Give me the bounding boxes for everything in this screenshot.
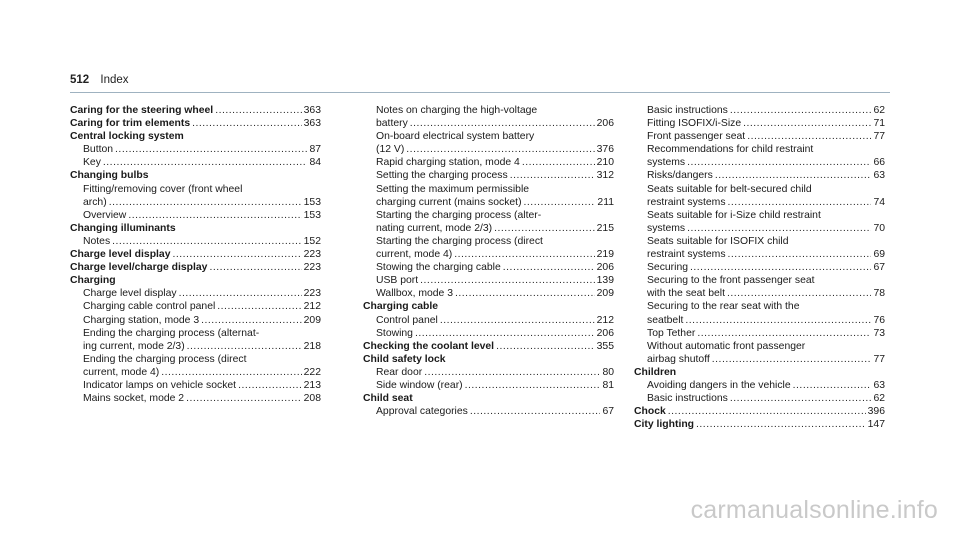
dot-leader [730, 392, 872, 405]
index-subentry [70, 366, 321, 379]
page-ref[interactable]: 67 [602, 406, 614, 418]
index-subentry [634, 130, 885, 143]
index-subentry [363, 379, 614, 392]
index-subentry [363, 327, 614, 340]
page-header [70, 74, 129, 86]
entry-text: Children [634, 366, 677, 378]
entry-text: Securing to the front passenger seat [647, 275, 815, 287]
dot-leader [420, 274, 595, 287]
page-ref[interactable]: 223 [303, 249, 321, 261]
entry-text: (12 V) [376, 144, 405, 156]
index-column-3 [634, 104, 885, 431]
index-heading [634, 418, 885, 431]
entry-text: Basic instructions [647, 393, 728, 405]
entry-text: Rapid charging station, mode 4 [376, 157, 520, 169]
entry-text: Stowing [376, 327, 413, 339]
index-subentry [70, 209, 321, 222]
entry-text: nating current, mode 2/3) [376, 222, 493, 234]
entry-text: Setting the charging process [376, 170, 508, 182]
dot-leader [727, 287, 871, 300]
index-subentry [634, 261, 885, 274]
page-ref[interactable]: 70 [873, 222, 885, 234]
index-subentry [634, 143, 885, 156]
index-heading [634, 405, 885, 418]
index-subentry [634, 274, 885, 287]
entry-text: Ending the charging process (direct [83, 353, 247, 365]
entry-text: Setting the maximum permissible [376, 183, 530, 195]
page-ref[interactable]: 74 [873, 196, 885, 208]
dot-leader [440, 314, 595, 327]
index-subentry [363, 104, 614, 117]
index-subentry [634, 248, 885, 261]
page-ref[interactable]: 223 [303, 262, 321, 274]
page-ref[interactable]: 363 [303, 118, 321, 130]
page-ref[interactable]: 69 [873, 249, 885, 261]
dot-leader [454, 248, 594, 261]
entry-text: Rear door [376, 366, 423, 378]
dot-leader [793, 379, 872, 392]
page-ref[interactable]: 212 [303, 301, 321, 313]
entry-text: systems [647, 157, 686, 169]
entry-text: Top Tether [647, 327, 696, 339]
dot-leader [494, 222, 595, 235]
dot-leader [187, 340, 302, 353]
page-ref[interactable]: 355 [596, 340, 614, 352]
entry-text: with the seat belt [647, 288, 725, 300]
entry-text: Fitting/removing cover (front wheel [83, 183, 243, 195]
entry-text: Seats suitable for i-Size child restraint [647, 209, 821, 221]
entry-text: systems [647, 222, 686, 234]
index-subentry [363, 314, 614, 327]
index-subentry [634, 340, 885, 353]
dot-leader [115, 143, 307, 156]
index-subentry [634, 169, 885, 182]
dot-leader [410, 117, 595, 130]
entry-text: Starting the charging process (alter- [376, 209, 542, 221]
dot-leader [455, 287, 595, 300]
page-ref[interactable]: 66 [873, 157, 885, 169]
page-ref[interactable]: 215 [596, 222, 614, 234]
entry-text: Side window (rear) [376, 379, 463, 391]
dot-leader [192, 117, 302, 130]
dot-leader [690, 261, 871, 274]
page-ref[interactable]: 62 [873, 105, 885, 116]
index-heading [70, 248, 321, 261]
entry-text: Charging cable control panel [83, 301, 216, 313]
section-title: Index [100, 74, 129, 86]
page-ref[interactable]: 78 [873, 288, 885, 300]
index-subentry [70, 196, 321, 209]
entry-text: Child safety lock [363, 353, 446, 365]
entry-text: Starting the charging process (direct [376, 235, 543, 247]
header-divider [70, 92, 890, 93]
index-column-2 [363, 104, 614, 418]
entry-text: Central locking system [70, 131, 184, 143]
index-subentry [363, 261, 614, 274]
dot-leader [728, 248, 872, 261]
entry-text: Charging station, mode 3 [83, 314, 200, 326]
index-subentry [363, 209, 614, 222]
index-subentry [634, 117, 885, 130]
page-ref[interactable]: 312 [596, 170, 614, 182]
entry-text: Basic instructions [647, 105, 728, 116]
index-subentry [634, 209, 885, 222]
entry-text: Notes on charging the high-voltage [376, 105, 538, 116]
entry-text: Stowing the charging cable [376, 262, 501, 274]
entry-text: Changing bulbs [70, 170, 149, 182]
dot-leader [697, 327, 871, 340]
dot-leader [668, 405, 866, 418]
dot-leader [730, 104, 872, 117]
page-ref[interactable]: 222 [303, 366, 321, 378]
dot-leader [128, 209, 301, 222]
index-subentry [363, 169, 614, 182]
entry-text: Fitting ISOFIX/i-Size [647, 118, 742, 130]
index-subentry [70, 392, 321, 405]
page-ref[interactable]: 211 [597, 196, 614, 208]
index-heading [363, 340, 614, 353]
dot-leader [524, 196, 596, 209]
entry-text: Changing illuminants [70, 222, 176, 234]
page-ref[interactable]: 152 [303, 235, 321, 247]
index-subentry [363, 405, 614, 418]
index-subentry [70, 340, 321, 353]
dot-leader [215, 104, 301, 117]
dot-leader [687, 222, 871, 235]
index-subentry [70, 353, 321, 366]
index-heading [70, 117, 321, 130]
dot-leader [186, 392, 302, 405]
index-subentry [634, 196, 885, 209]
entry-text: ing current, mode 2/3) [83, 340, 185, 352]
entry-text: airbag shutoff [647, 353, 710, 365]
page-ref[interactable]: 206 [596, 327, 614, 339]
index-subentry [363, 183, 614, 196]
entry-text: current, mode 4) [376, 249, 453, 261]
page-ref[interactable]: 219 [596, 249, 614, 261]
entry-text: battery [376, 118, 408, 130]
index-subentry [70, 143, 321, 156]
index-subentry [70, 300, 321, 313]
entry-text: current, mode 4) [83, 366, 160, 378]
index-subentry [363, 235, 614, 248]
entry-text: Without automatic front passenger [647, 340, 806, 352]
index-subentry [363, 366, 614, 379]
entry-text: Wallbox, mode 3 [376, 288, 454, 300]
index-subentry [363, 196, 614, 209]
entry-text: restraint systems [647, 196, 726, 208]
page-ref[interactable]: 153 [303, 196, 321, 208]
dot-leader [470, 405, 601, 418]
entry-text: arch) [83, 196, 107, 208]
entry-text: Ending the charging process (alternat- [83, 327, 260, 339]
entry-text: Notes [83, 235, 111, 247]
index-heading [363, 353, 614, 366]
dot-leader [685, 314, 871, 327]
entry-text: Charge level display [70, 249, 171, 261]
entry-text: City lighting [634, 419, 695, 431]
index-subentry [70, 379, 321, 392]
page-ref[interactable]: 206 [596, 118, 614, 130]
entry-text: Key [83, 157, 101, 169]
entry-text: Avoiding dangers in the vehicle [647, 379, 791, 391]
index-subentry [634, 183, 885, 196]
entry-text: restraint systems [647, 249, 726, 261]
entry-text: Seats suitable for ISOFIX child [647, 235, 789, 247]
dot-leader [209, 261, 301, 274]
index-subentry [70, 183, 321, 196]
entry-text: charging current (mains socket) [376, 196, 522, 208]
page-ref[interactable]: 213 [303, 379, 321, 391]
page-ref[interactable]: 139 [596, 275, 614, 287]
entry-text: Checking the coolant level [363, 340, 495, 352]
index-subentry [634, 235, 885, 248]
index-subentry [70, 327, 321, 340]
entry-text: USB port [376, 275, 419, 287]
entry-text: Indicator lamps on vehicle socket [83, 379, 237, 391]
entry-text: Front passenger seat [647, 131, 746, 143]
page-ref[interactable]: 73 [873, 327, 885, 339]
index-heading [70, 274, 321, 287]
index-subentry [634, 327, 885, 340]
dot-leader [173, 248, 302, 261]
index-subentry [363, 248, 614, 261]
index-heading [70, 169, 321, 182]
entry-text: Overview [83, 209, 127, 221]
index-subentry [634, 314, 885, 327]
entry-text: On-board electrical system battery [376, 131, 535, 143]
page-ref[interactable]: 62 [873, 393, 885, 405]
dot-leader [406, 143, 594, 156]
dot-leader [109, 196, 302, 209]
page-ref[interactable]: 80 [602, 366, 614, 378]
index-subentry [634, 300, 885, 313]
page-ref[interactable]: 77 [873, 353, 885, 365]
dot-leader [238, 379, 302, 392]
dot-leader [465, 379, 601, 392]
entry-text: seatbelt [647, 314, 684, 326]
dot-leader [712, 353, 872, 366]
index-subentry [363, 130, 614, 143]
page-number: 512 [70, 74, 90, 86]
entry-text: Child seat [363, 393, 413, 405]
page-ref[interactable]: 77 [873, 131, 885, 143]
index-subentry [70, 235, 321, 248]
dot-leader [522, 156, 595, 169]
dot-leader [179, 287, 302, 300]
page-ref[interactable]: 209 [303, 314, 321, 326]
page-ref[interactable]: 153 [303, 209, 321, 221]
index-subentry [363, 274, 614, 287]
page-ref[interactable]: 84 [309, 157, 321, 169]
dot-leader [503, 261, 595, 274]
index-subentry [70, 156, 321, 169]
entry-text: Mains socket, mode 2 [83, 393, 185, 405]
page-ref[interactable]: 208 [303, 393, 321, 405]
index-heading [634, 366, 885, 379]
dot-leader [687, 156, 871, 169]
dot-leader [103, 156, 308, 169]
index-subentry [634, 156, 885, 169]
page-ref[interactable]: 376 [596, 144, 614, 156]
page-ref[interactable]: 218 [303, 340, 321, 352]
index-subentry [70, 314, 321, 327]
index-heading [363, 300, 614, 313]
page-ref[interactable]: 63 [873, 170, 885, 182]
watermark: carmanualsonline.info [690, 496, 938, 524]
entry-text: Charging cable [363, 301, 439, 313]
entry-text: Caring for trim elements [70, 118, 191, 130]
entry-text: Charge level/charge display [70, 262, 208, 274]
page-ref[interactable]: 209 [596, 288, 614, 300]
index-subentry [363, 287, 614, 300]
dot-leader [424, 366, 600, 379]
page-ref[interactable]: 210 [596, 157, 614, 169]
page-ref[interactable]: 396 [867, 406, 885, 418]
index-subentry [363, 156, 614, 169]
dot-leader [496, 340, 595, 353]
dot-leader [112, 235, 302, 248]
entry-text: Button [83, 144, 114, 156]
dot-leader [696, 418, 866, 431]
index-heading [70, 222, 321, 235]
index-subentry [363, 222, 614, 235]
entry-text: Charge level display [83, 288, 177, 300]
page-ref[interactable]: 71 [873, 118, 885, 130]
dot-leader [161, 366, 301, 379]
page-ref[interactable]: 223 [303, 288, 321, 300]
index-subentry [363, 143, 614, 156]
entry-text: Charging [70, 275, 116, 287]
index-subentry [634, 379, 885, 392]
page-ref[interactable]: 206 [596, 262, 614, 274]
entry-text: Risks/dangers [647, 170, 713, 182]
page-ref[interactable]: 363 [303, 105, 321, 116]
index-subentry [634, 353, 885, 366]
entry-text: Approval categories [376, 406, 468, 418]
dot-leader [415, 327, 595, 340]
index-heading [70, 104, 321, 117]
index-subentry [634, 222, 885, 235]
page-ref[interactable]: 212 [596, 314, 614, 326]
dot-leader [510, 169, 595, 182]
dot-leader [201, 314, 302, 327]
dot-leader [217, 300, 301, 313]
index-heading [70, 261, 321, 274]
index-subentry [634, 392, 885, 405]
index-subentry [70, 287, 321, 300]
page-ref[interactable]: 76 [873, 314, 885, 326]
index-subentry [634, 287, 885, 300]
dot-leader [715, 169, 872, 182]
index-heading [70, 130, 321, 143]
dot-leader [728, 196, 872, 209]
index-subentry [634, 104, 885, 117]
entry-text: Securing to the rear seat with the [647, 301, 800, 313]
index-column-1 [70, 104, 321, 405]
page-ref[interactable]: 87 [309, 144, 321, 156]
index-subentry [363, 117, 614, 130]
page-ref[interactable]: 81 [602, 379, 614, 391]
dot-leader [747, 130, 871, 143]
index-heading [363, 392, 614, 405]
page-ref[interactable]: 147 [867, 419, 885, 431]
page-ref[interactable]: 67 [873, 262, 885, 274]
entry-text: Securing [647, 262, 689, 274]
page-ref[interactable]: 63 [873, 379, 885, 391]
entry-text: Control panel [376, 314, 438, 326]
dot-leader [743, 117, 871, 130]
entry-text: Recommendations for child restraint [647, 144, 814, 156]
entry-text: Chock [634, 406, 666, 418]
entry-text: Seats suitable for belt-secured child [647, 183, 812, 195]
entry-text: Caring for the steering wheel [70, 105, 214, 116]
